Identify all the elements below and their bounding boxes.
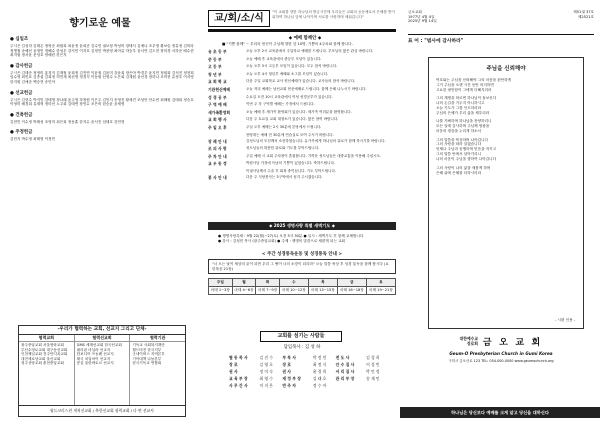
servant-role: 부 목 사: [282, 354, 296, 360]
news-item-text: 오늘 오후 2시 교육관에서 주일학교 예배를 드립니다. 부모님의 많은 관심 바랍니다.: [246, 49, 374, 53]
news-item-label: 유 초 등 부: [208, 49, 227, 54]
special-prayer-notes: [218, 234, 396, 243]
news-item-text: 다음 주일 교회학교 교사 헌신예배가 있습니다. 교사들의 참석 바랍니다.: [246, 79, 356, 84]
schedule-cell: 마태 13~15장: [308, 287, 337, 295]
partners-items: [19, 342, 74, 367]
partner-item: 기아대책 나눔본부: [132, 356, 162, 361]
prayer-line: 여호와는 주님을 신뢰해야 그의 마음을 편안하게: [436, 78, 512, 82]
news-item-label: 주 일 오 후: [208, 124, 227, 130]
prayer-body: [429, 78, 583, 175]
prayer-line: 나의 손길을 거두지 아니하시고: [436, 101, 485, 106]
partners-footer: 월드크리스천 개척선교회 / 북한선교회 협력교회 / 다 면 선교사: [19, 405, 185, 416]
news-title: 교/회/소/식: [208, 10, 270, 27]
news-item-label: 교 회 행 사: [208, 117, 227, 123]
news-item: [208, 161, 396, 167]
offering-names: 주시은 김현수 박지민 강태영 정나래 윤주영 하정원 이은주 김민지 송영진 황세진 조성민 안수빈 최혜원 김태희 정승호 이영미 배경희 유재혁 정미선 노주희 김태연 장민수 조은비 한승윤 윤세영: [10, 97, 194, 107]
offering-section-heading: ● 주정헌금: [10, 130, 33, 136]
servant-role: 안 수 집 사: [335, 361, 355, 367]
news-item-label: [208, 133, 246, 137]
senior-pastor: 담임목사 : 김 성 하: [283, 345, 321, 350]
news-item-label: 조 의 사 랑: [208, 146, 227, 152]
servant-name: 김 태 호: [312, 375, 327, 381]
prayer-line: 그의 계명을 따르면 하나님이 돌보신다: [436, 96, 497, 101]
offering-names: 김현민 이수정 박태성 조영미 최은희 정동훈 한지수 윤서진 임태호 강민영: [10, 119, 125, 124]
schedule-day: 월: [232, 279, 256, 287]
news-item: [208, 72, 396, 78]
servants-table: [228, 354, 388, 389]
offering-names: 김민지 박수영 최태영 이정민: [10, 137, 56, 142]
schedule-cell: 마태 4~6장: [232, 287, 256, 295]
news-item: [208, 95, 396, 101]
offering-names: 주시은 김성하 김태온 정영준 최원희 최윤정 윤희준 김수민 권보형 박성미 장태식 김예나 조우영 황보슬 정유정 김미라 정병철 송혜선 윤정민 정해수 한성우 강지민 이지호 김정민 박찬영 최아름 하승우 윤서연 김도현 장미경 서하준 배수현 최지원 정서윤 문성호 양혜린 한은지: [10, 44, 194, 58]
offerings-list: [10, 36, 194, 316]
offering-section-heading: ● 건축헌금: [10, 112, 33, 118]
news-item-label: 성 경 공 부: [208, 94, 227, 100]
news-item-label: 장 례 안 내: [208, 138, 227, 144]
schedule-day: 화: [256, 279, 280, 287]
news-item-text: 성도님들의 따뜻한 위로와 기도를 부탁드립니다.: [246, 146, 320, 151]
prayer-line: 고요한 평안함이 그에게 더해지리라: [436, 87, 492, 92]
servant-role: 관 리 부 장: [335, 375, 355, 381]
partners-column: [75, 335, 131, 405]
news-item-label: 기관헌신예배: [208, 86, 231, 92]
news-column: [200, 0, 400, 424]
partners-column: [130, 335, 185, 405]
prayer-line: 마음의 평강을 누리게 하소서: [436, 129, 482, 134]
partner-item: 인천제일교회 전주안디옥교회: [21, 352, 68, 357]
partner-item: 태국 치앙마이 선교지: [76, 356, 111, 361]
partner-item: 기독교 사회복지재단: [132, 343, 165, 347]
news-item-text: 오늘 오후 4시 청년부 예배와 소그룹 모임이 있습니다.: [246, 71, 329, 76]
schedule-day: 목: [308, 279, 337, 287]
schedule-day: 토: [366, 279, 395, 287]
offering-section-heading: ● 선교헌금: [10, 90, 33, 96]
news-item-text: 오늘 예배 후 교육관에서 중등부 모임이 있습니다.: [246, 56, 322, 61]
news-item-label: 새가족환영회: [208, 109, 231, 115]
servants-row: [228, 354, 388, 361]
prayer-line: 나의 마음이 주님을 향하여 나아갑니다: [436, 157, 497, 162]
special-prayer-banner: ◆ 2025 생명사랑 특별 새벽기도 ◆: [208, 222, 396, 230]
partners-column-heading: 협력기관: [130, 335, 185, 342]
church-name-english: Geum-O Presbyterian Church in Gumi Korea: [449, 351, 553, 356]
servant-name: 김 성 희: [366, 354, 380, 360]
prayer-line: 언제나 주님과 동행하며 믿음을 지키고: [436, 147, 497, 152]
news-item: [208, 146, 396, 152]
news-item: [208, 139, 396, 145]
news-item-text: 오늘 예배 후 새가족 환영회가 있습니다. 새가족 여러분을 환영합니다.: [246, 109, 352, 114]
servants-row: [228, 361, 388, 368]
partners-grid: [19, 335, 185, 405]
servant-name: 윤 경 희: [312, 368, 327, 374]
servant-name: 박 정 민: [312, 354, 327, 360]
partner-item: 월드비전 한국지부: [132, 347, 162, 352]
partner-item: 굿네이버스 지역본부: [132, 352, 165, 357]
schedule-day: 금: [337, 279, 366, 287]
bulletin-volume: [530, 10, 594, 19]
news-item-text: 다음 주 토요일 교회 대청소가 있습니다. 많은 참여 바랍니다.: [246, 117, 339, 122]
schedule-row: [209, 287, 396, 295]
prayer-line: 오늘 기도가 그를 인도하리라: [436, 106, 482, 111]
servant-name: 정 수 아: [312, 382, 327, 388]
servants-row: [228, 368, 388, 375]
servant-name: 송 재 민: [366, 375, 380, 381]
prayer-line: 모든 일에 감사하며 주님께 영광을: [436, 124, 490, 129]
prayer-title: 주님을 신뢰해야: [486, 66, 526, 72]
schedule-cell: 마태 19~21장: [366, 287, 395, 295]
partners-items: [130, 342, 185, 367]
servant-role: 반 주 자: [282, 382, 296, 388]
servant-name: 최 영 수: [259, 375, 273, 381]
prayer-line: 주님의 은혜가 우리 삶을 채우리라: [436, 110, 490, 115]
news-item-label: 구 역 예 배: [208, 102, 227, 108]
bible-reading-box: [208, 251, 396, 274]
news-item-text: 수요일 오전 10시 교육관에서 여성 성경공부가 있습니다.: [246, 94, 333, 99]
cover-column: [400, 0, 600, 424]
servant-role: 권 사: [229, 368, 238, 374]
servant-name: [365, 382, 388, 389]
partner-item: 부산수영로교회 대구동신교회: [21, 347, 68, 352]
partner-item: 대전새로남교회 울산교회: [21, 356, 61, 361]
prayer-line: 그가 주님을 오랜 시간 동안 의지하면: [436, 82, 494, 87]
news-item: [208, 133, 396, 137]
schedule-cell: 마태 16~18장: [337, 287, 366, 295]
schedule-cell: 마태 7~9장: [256, 287, 280, 295]
servant-role: 재 정 부 장: [282, 375, 301, 381]
schedule-day: 수: [279, 279, 308, 287]
special-prayer-note: ● 생명사랑특새 : 9월 22(월)~27(토) 오전 5시 30분 ● 일시 : 새벽기도 후 함께 교제합니다: [218, 234, 364, 238]
news-item-text: 오늘 저녁 예배는 남선교회 헌신예배로 드립니다. 함께 은혜 나누시기 바랍니다.: [246, 86, 367, 91]
meta-line: 금오교회: [408, 10, 422, 14]
servant-name: 이 지 은: [259, 382, 273, 388]
servants-row: [228, 375, 388, 382]
reading-schedule-table: [208, 278, 396, 295]
servant-role: 권 사: [282, 368, 291, 374]
news-item-text: 이권사님께서 수술 후 회복 중이십니다. 기도 부탁드립니다.: [246, 168, 337, 173]
partner-item: 캄보디아 프놈펜 선교지: [76, 352, 114, 357]
news-item: [208, 102, 396, 108]
schedule-day: 주일: [209, 279, 233, 287]
prayer-line: 은혜 위에 은혜를 더하시리라: [436, 170, 482, 175]
partners-box: [18, 325, 186, 417]
news-item-label: 교 우 동 정: [208, 161, 227, 167]
news-item-text: 박집사님 가정에 득남의 기쁨이 있었습니다. 축하드립니다.: [246, 161, 335, 166]
servant-name: 정 미 숙: [259, 368, 273, 374]
news-item: [208, 64, 396, 70]
partner-item: 몽골 울란바토르 선교지: [76, 361, 114, 366]
partner-item: 청주상당교회 춘천중앙교회: [21, 361, 64, 366]
church-name-block: [408, 335, 594, 363]
servant-name: 최 정 식: [312, 361, 327, 367]
news-intro: ■ "기쁨 함께" ~ 우리의 헌신이 주님께 향한 앞 10명, 기쁨의 4주차와 함께 합니다.: [222, 42, 353, 46]
servant-role: 교 육 부 장: [229, 375, 248, 381]
prayer-line: 그의 사랑을 따라 살겠습니다: [436, 142, 482, 147]
partner-item: 광주중앙교회 서울영락교회: [21, 343, 64, 347]
partners-column: [19, 335, 75, 405]
schedule-cell: 마태 1~3장: [209, 287, 233, 295]
news-item-label: 청 년 부: [208, 71, 222, 77]
news-item-text: 찬양대는 예배 전 30분에 연습실로 모여 주시기 바랍니다.: [246, 132, 334, 137]
schedule-cell: 마태 10~12장: [279, 287, 308, 295]
prayer-line: 그의 말씀 안에서 살아가리니: [436, 152, 482, 157]
partners-title: -우리가 협력하는 교회, 선교지 그리고 단체-: [19, 326, 185, 335]
prayer-line: 그의 말씀을 묵상하며 나아갑니다: [436, 137, 489, 142]
offering-section-heading: ● 감사헌금: [10, 63, 33, 69]
servant-role: [335, 382, 366, 389]
news-item-text: 오늘 오후 3시 고등부 모임이 있습니다. 모두 참석 바랍니다.: [246, 64, 338, 69]
partners-column-heading: 협력교회: [19, 335, 74, 342]
meta-line: 2025년 9월 14일: [408, 19, 437, 24]
news-item: [208, 79, 396, 85]
news-item: [208, 154, 396, 160]
news-item: [208, 110, 396, 116]
servant-role: 사 무 간 사: [229, 382, 248, 388]
servant-role: 장 로: [229, 361, 238, 367]
news-item-text: 김성도님의 모친께서 소천하셨습니다. 유가족에게 하나님의 위로가 함께 하시기를 바랍니다.: [246, 138, 386, 143]
news-item-label: 봉 사 안 내: [208, 174, 227, 180]
news-item-label: 교 회 학 교: [208, 79, 227, 85]
news-item-text: 다음 주 식당봉사는 3구역에서 섬겨 주시겠습니다.: [246, 174, 323, 179]
partner-item: 필리핀 마닐라 선교지: [76, 347, 111, 352]
news-divider: [208, 29, 396, 32]
bible-reading-heading: < 주간 성경통독운동 및 성경통독 안내 >: [261, 252, 343, 257]
servant-role: 서 리 집 사: [335, 368, 355, 374]
news-item-label: 중 등 부: [208, 56, 222, 62]
servant-name: 김 영 호: [259, 361, 273, 367]
bulletin-meta: [408, 10, 508, 24]
volume-line: 제51권 37호: [573, 10, 594, 14]
news-item-text: 이번 주 각 구역별 예배는 가정에서 드립니다.: [246, 102, 315, 107]
offerings-title: 향기로운 예물: [69, 18, 131, 29]
partner-item: GMS 세계선교회 한국선교회: [76, 343, 122, 347]
servant-name: 이 성 민: [366, 361, 380, 367]
meta-line: 1977년 4월 4일: [408, 14, 435, 19]
prayer-source: - 시편 인용 -: [555, 318, 575, 322]
news-item-label: [208, 169, 246, 173]
bottom-banner: 하나님은 당신보다 예배를 크게 알고 당신을 대하신다: [400, 407, 600, 418]
prayer-box: [428, 57, 584, 329]
church-address: 구미시 금오산로 123 TEL: 054-000-0000 www.geumochurch.org: [448, 359, 554, 363]
news-subheading: ◆ 예배 함께안 ◆: [288, 36, 322, 41]
bible-reading-text: "너 오는 날이 세상의 끝이 되면 우리 그 땅이 너의 소망이 되리라" 오늘 말씀 묵상 후 성경 통독을 함께 합시다 (요한복음 21장): [208, 259, 396, 274]
news-item: [208, 117, 396, 123]
news-item-text: 주일 오후 예배는 2시 30분에 본당에서 드립니다.: [246, 124, 322, 129]
servant-role: 협 동 목 사: [229, 354, 248, 360]
news-item: [208, 125, 396, 131]
news-item-text: 주일 예배 시 교회 주차장이 혼잡합니다. 가까운 성도님들은 대중교통을 이용해 주십시오.: [246, 153, 382, 158]
news-item-label: 고 등 부: [208, 64, 222, 70]
news-item: [208, 87, 396, 93]
cover-divider: [408, 34, 594, 35]
denomination-label: 대한예수교 장로회: [459, 335, 478, 346]
news-item-label: 주 차 안 내: [208, 153, 227, 159]
news-item: [208, 169, 396, 173]
news-item: [208, 57, 396, 63]
partners-items: [75, 342, 130, 367]
servants-row: [228, 382, 388, 389]
church-name: 금 오 교 회: [482, 338, 543, 348]
servant-role: 장 로: [282, 361, 291, 367]
news-item: [208, 49, 396, 55]
news-item: [208, 175, 396, 181]
offering-section-heading: ● 십일조: [10, 37, 29, 42]
offerings-column: [0, 0, 200, 424]
prayer-line: 나를 기뻐하며 하나님을 찬양하리니: [436, 119, 492, 124]
offering-names: 주시은 김태준 정영미 홍경지 김재철 윤희정 김진연 이윤철 김윤미 강윤희 장은아 박경우 윤지민 정원희 김석진 정현희 임수영 최민호 김종섭 김희정 허민재 최선영 정경식 이동원 신영수 노은희 김재원 윤선경 장하나 조미현 유정우 이서영 한지원 김예준 백승현 송민아: [10, 70, 194, 84]
servant-name: 김 진 수: [259, 354, 273, 360]
servants-title: 교회를 섬기는 사람들: [260, 331, 342, 342]
servant-role: 전 도 사: [335, 354, 350, 360]
special-prayer-note: ● 강사 : 김성민 목사 (광주중앙교회) ● 주제 : 생명의 말씀으로 새롭게 되는 교회: [218, 238, 346, 243]
church-motto: 표 어 : "범사에 감사하라": [408, 39, 464, 44]
partners-column-heading: 협력선교회: [75, 335, 130, 342]
partner-item: 한국기독교 연합회: [132, 361, 162, 366]
volume-line: 제2521호: [577, 14, 594, 19]
schedule-header-row: [209, 279, 396, 287]
news-top-note: "이 교회를 향한 하나님의 방금시간에 우리들은 교회의 공동체로서 은혜를 받기 위하여 하나님 앞에 나아가며 서로를 사랑하며 세워갑니다": [272, 10, 396, 19]
servant-name: 박 민 정: [366, 368, 380, 374]
news-list: [208, 49, 396, 183]
prayer-line: 그의 사랑이 나의 삶을 새롭게 하며: [436, 165, 491, 170]
